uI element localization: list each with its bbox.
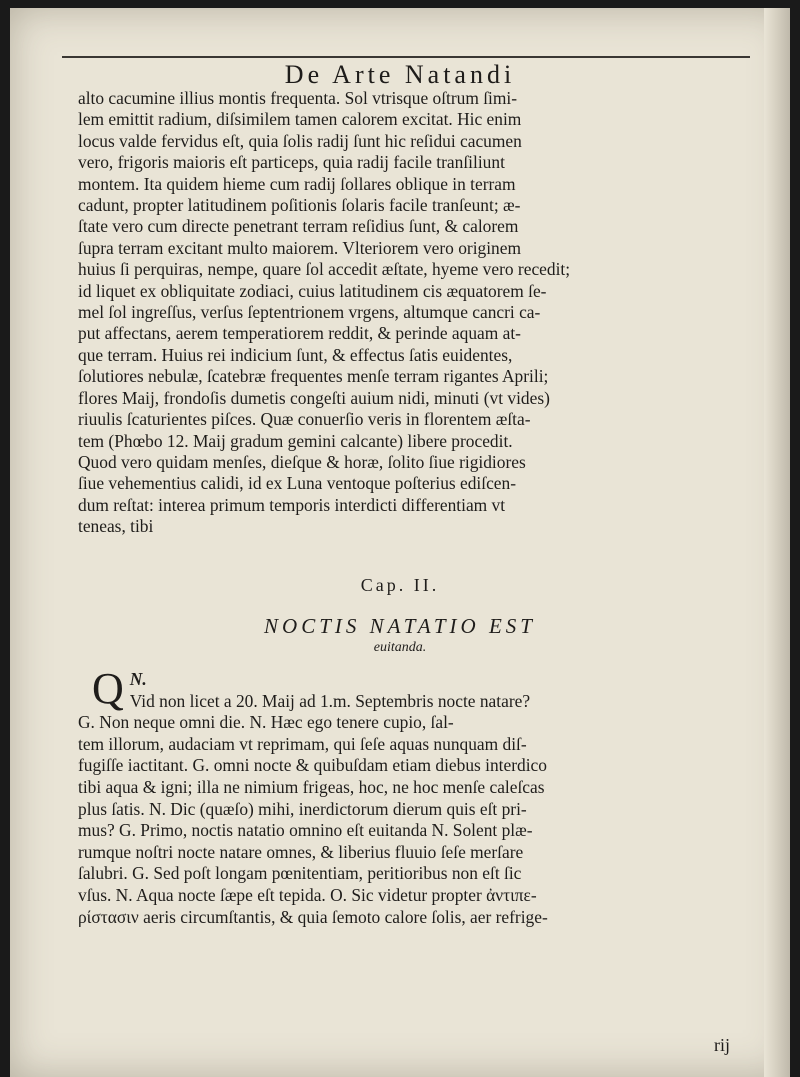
text-line: lem emittit radium, diſsimilem tamen calorem excitat. Hic enim xyxy=(78,109,522,130)
text-line: huius ſi perquiras, nempe, quare ſol accedit æſtate, hyeme vero recedit; xyxy=(78,259,571,280)
text-line: ſupra terram excitant multo maiorem. Vlteriorem vero originem xyxy=(78,237,521,258)
text-line: dum reſtat: interea primum temporis interdicti differentiam vt xyxy=(78,494,506,515)
text-line: put affectans, aerem temperatiorem reddit, & perinde aquam at- xyxy=(78,323,521,344)
body-paragraph xyxy=(78,88,740,538)
text-line: flores Maij, frondoſis dumetis congeſti auium nidi, minuti (vt vides) xyxy=(78,387,550,408)
chapter-heading: Cap. II. xyxy=(360,575,440,595)
text-line: cadunt, propter latitudinem poſitionis ſolaris facile tranſeunt; æ- xyxy=(78,195,521,216)
dialog-line: tibi aqua & igni; illa ne nimium frigeas, hoc, ne hoc menſe caleſcas xyxy=(78,776,545,797)
book-page xyxy=(10,8,790,1077)
dialog-line: vſus. N. Aqua nocte ſæpe eſt tepida. O. Sic videtur propter ἀντιπε- xyxy=(78,884,537,905)
catchword: rij xyxy=(714,1035,730,1055)
section-title: NOCTIS NATATIO EST xyxy=(264,614,536,638)
running-head: De Arte Natandi xyxy=(284,60,516,89)
dialog-line: ρίστασιν aeris circumſtantis, & quia ſemoto calore ſolis, aer refrige- xyxy=(78,906,548,927)
text-line: id liquet ex obliquitate zodiaci, cuius latitudinem cis æquatorem ſe- xyxy=(78,280,547,301)
dialog-line: mus? G. Primo, noctis natatio omnino eſt euitanda N. Solent plæ- xyxy=(78,820,533,841)
text-line: tem (Phœbo 12. Maij gradum gemini calcante) libere procedit. xyxy=(78,430,513,451)
drop-capital: Q xyxy=(92,664,124,713)
text-line: locus valde fervidus eſt, quia ſolis radij ſunt hic reſidui cacumen xyxy=(78,130,522,151)
text-line: montem. Ita quidem hieme cum radij ſollares oblique in terram xyxy=(78,173,516,194)
text-line: riuulis ſcaturientes piſces. Quæ conuerſio veris in florentem æſta- xyxy=(78,409,531,430)
dialog-line: tem illorum, audaciam vt reprimam, qui ſeſe aquas nunquam diſ- xyxy=(78,733,527,754)
text-line: mel ſol ingreſſus, verſus ſeptentrionem vrgens, altumque cancri ca- xyxy=(78,302,541,323)
text-line: que terram. Huius rei indicium ſunt, & effectus ſatis euidentes, xyxy=(78,344,513,365)
section-subtitle: euitanda. xyxy=(373,640,427,655)
dialog-line: plus ſatis. N. Dic (quæſo) mihi, inerdictorum dierum quis eſt pri- xyxy=(78,798,527,819)
dialog-line: Vid non licet a 20. Maij ad 1.m. Septembris nocte natare? xyxy=(129,690,531,711)
dialog-line: ſalubri. G. Sed poſt longam pœnitentiam, peritioribus non eſt ſic xyxy=(78,863,522,884)
speaker-label: N. xyxy=(129,669,147,689)
header-rule xyxy=(62,56,750,58)
dialog-line: rumque noſtri nocte natare omnes, & liberius fluuio ſeſe merſare xyxy=(78,841,524,862)
text-line: ſtate vero cum directe penetrant terram reſidius ſunt, & calorem xyxy=(78,216,519,237)
dialog-line: fugiſſe iactitant. G. omni nocte & quibuſdam etiam diebus interdico xyxy=(78,755,547,776)
dialog-line: G. Non neque omni die. N. Hæc ego tenere cupio, ſal- xyxy=(78,712,454,733)
text-line: Quod vero quidam menſes, dieſque & horæ, ſolito ſiue rigidiores xyxy=(78,451,526,472)
text-line: vero, frigoris maioris eſt particeps, quia radij facile tranſiliunt xyxy=(78,152,505,173)
page-gutter-edge xyxy=(764,8,790,1077)
text-line: alto cacumine illius montis frequenta. Sol vtrisque oſtrum ſimi- xyxy=(78,88,518,108)
dialogue-block xyxy=(78,664,740,928)
text-line: ſolutiores nebulæ, ſcatebræ frequentes menſe terram rigantes Aprili; xyxy=(78,366,549,387)
text-line: ſiue vehementius calidi, id ex Luna ventoque poſterius ediſcen- xyxy=(78,473,517,494)
text-line: teneas, tibi xyxy=(78,516,154,537)
